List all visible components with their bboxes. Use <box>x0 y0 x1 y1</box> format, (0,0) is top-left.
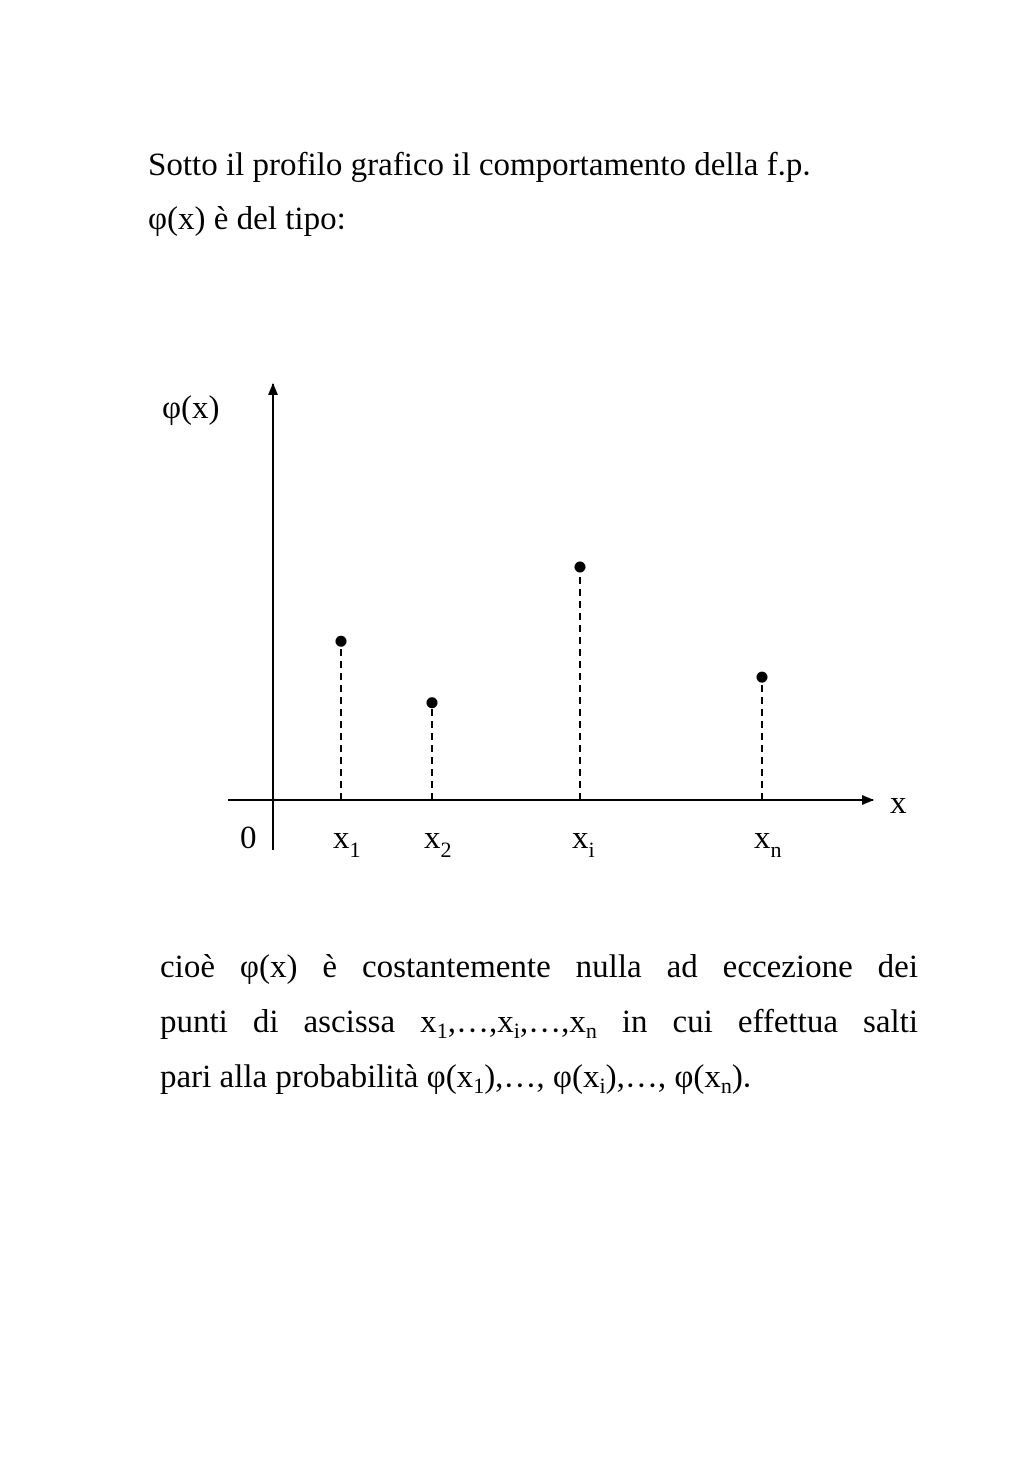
outro-line-3-mid-1: ),…, φ(x <box>484 1059 600 1095</box>
intro-line-1: Sotto il profilo grafico il comportamento della f.p. <box>148 147 811 183</box>
outro-line-2-mid-1: ,…,x <box>447 1004 514 1040</box>
outro-line-3-prefix: pari alla probabilità φ(x <box>160 1059 474 1095</box>
point-mark-n <box>757 672 768 683</box>
outro-line-3-mid-2: ),…, φ(x <box>605 1059 721 1095</box>
outro-line-3-sub-3: n <box>720 1073 732 1098</box>
outro-line-2-sub-3: n <box>585 1018 597 1043</box>
point-marks <box>333 562 782 862</box>
outro-line-1: cioè φ(x) è costantemente nulla ad eccezione dei <box>160 949 918 985</box>
outro-line-3-sub-1: 1 <box>473 1073 485 1098</box>
tick-label-x1: $x_1$ <box>333 820 361 862</box>
outro-line-2-mid-2: ,…,x <box>519 1004 586 1040</box>
origin-label: 0 <box>240 820 257 856</box>
outro-line-2 <box>160 995 918 1050</box>
point-mark-1 <box>336 636 347 647</box>
intro-line-2: φ(x) è del tipo: <box>148 201 346 237</box>
outro-line-2-suffix: in cui effettua salti <box>596 1004 918 1040</box>
tick-label-x2: $x_2$ <box>424 820 452 862</box>
outro-line-2-prefix: punti di ascissa x <box>160 1004 437 1040</box>
outro-line-2-sub-2: i <box>513 1018 520 1043</box>
tick-label-xi: $x_i$ <box>572 820 595 862</box>
outro-line-3 <box>160 1050 918 1105</box>
outro-line-3-sub-2: i <box>599 1073 606 1098</box>
point-mark-i <box>575 562 586 573</box>
outro-line-3-suffix: ). <box>731 1059 752 1095</box>
outro-paragraph <box>160 940 918 1105</box>
x-axis-label: x <box>890 785 907 821</box>
point-mark-2 <box>427 697 438 708</box>
outro-line-2-sub-1: 1 <box>436 1018 448 1043</box>
tick-label-xn: $x_n$ <box>754 820 782 862</box>
y-axis-label: φ(x) <box>162 390 220 426</box>
